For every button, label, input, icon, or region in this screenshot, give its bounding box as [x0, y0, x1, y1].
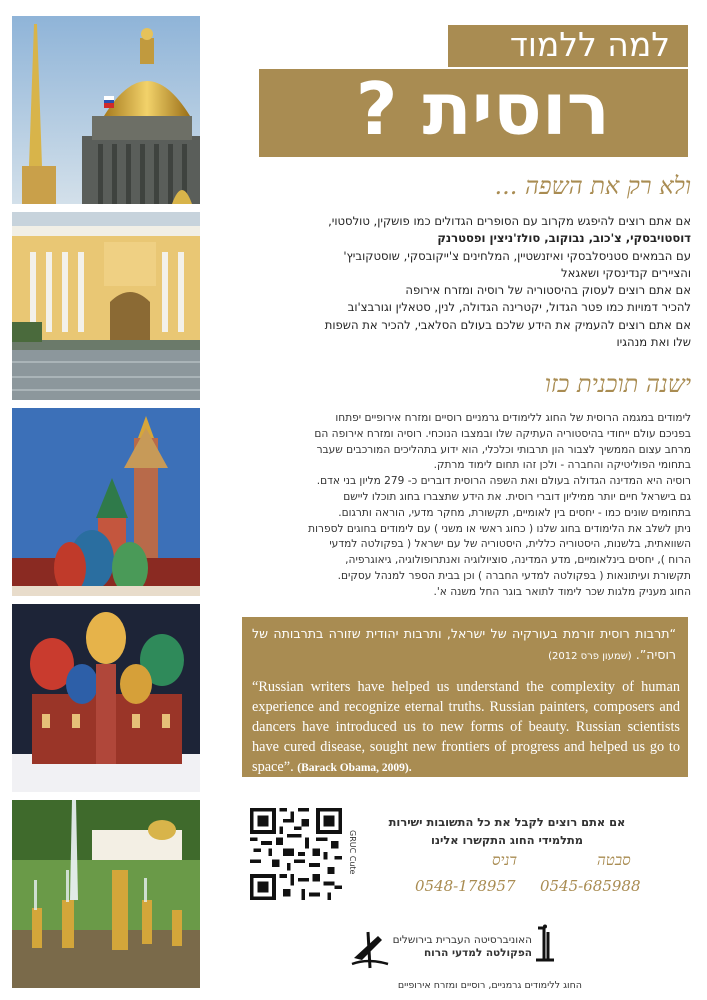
- photo-st-basils-cathedral: [12, 604, 200, 792]
- qr-code-icon[interactable]: [250, 808, 342, 900]
- quote-box: [242, 617, 688, 777]
- photo-st-basils-towers: [12, 408, 200, 596]
- section1-line: אם אתם רוצים לעסוק בהיסטוריה של רוסיה ומזרח אירופה: [405, 283, 691, 298]
- section2-title: ישנה תוכנית כזו: [544, 370, 691, 398]
- section2-line: גם בישראל חיים יותר ממיליון דוברי רוסית. את הידע שתצברו בחוג תוכלו ליישם: [343, 490, 691, 503]
- contact-name-2: דניס: [492, 851, 518, 869]
- faculty-logo-icon: [348, 928, 396, 972]
- qr-label: GRUC Cute: [348, 830, 357, 875]
- section1-line: דוסטויבסקי, צ'כוב, נבוקוב, סולז'ניצין ופסטרנק: [437, 231, 691, 246]
- section2-line: תקשורת ועיתונאות ( בפקולטה למדעי החברה ) וכן בבית הספר למנהל עסקים.: [337, 569, 691, 582]
- header-title-line1: למה ללמוד: [509, 25, 670, 64]
- hebrew-quote: [252, 623, 676, 667]
- contact-phone-1[interactable]: 0545-685988: [540, 877, 641, 895]
- section2-line: רוסיה היא המדינה הגדולה בעולם ואת השפה הרוסית דוברים כ- 279 מליון בני אדם.: [316, 475, 691, 488]
- photo-st-isaac-cathedral: [12, 16, 200, 204]
- section2-line: הרוח ), יחסים בינלאומיים, מדע המדינה, סוציולוגיה ואנתרופולוגיה, גיאוגרפיה,: [345, 554, 691, 567]
- section1-body: [261, 213, 691, 351]
- contact-name-1: סבטה: [597, 851, 631, 869]
- header-title-line2-box: [259, 69, 688, 157]
- section2-line: השוואתית, בלשנות, היסטוריה כללית, היסטוריה של עם ישראל ( בפקולטה למדעי: [329, 538, 691, 551]
- department-name: החוג ללימודים גרמניים, רוסיים ומזרח אירופיים: [397, 980, 582, 991]
- photo-admiralty-building: [12, 212, 200, 400]
- contact-line2: מתלמידי החוג התקשרו אלינו: [430, 833, 584, 847]
- university-label: האוניברסיטה העברית בירושלים: [392, 934, 532, 946]
- section1-line: שלו ואת מנהגיו: [616, 335, 691, 350]
- section2-line: בתחומי הפוליטיקה והחברה - ולכן זהו תחום לימוד מרתק.: [433, 459, 691, 472]
- header-title-line1-box: [448, 25, 688, 67]
- header-title-line2: רוסית ?: [355, 67, 610, 151]
- section1-line: עם הבמאים סטניסלבסקי ואיזנשטיין, המלחינים צ'ייקובסקי, שוסטקוביץ': [343, 248, 691, 263]
- section2-line: לימודים במגמה הרוסית של החוג ללימודים גרמניים רוסיים ומזרח אירופיים יפתחו: [335, 412, 691, 424]
- section2-body: [261, 411, 691, 601]
- hebrew-university-logo-icon: [534, 924, 556, 968]
- photo-peterhof-fountains: [12, 800, 200, 988]
- contact-line1: אם אתם רוצים לקבל את כל התשובות ישירות: [388, 815, 626, 829]
- section1-line: והציירים קנדינסקי ושאגאל: [560, 265, 691, 280]
- contact-phone-2[interactable]: 0548-178957: [415, 877, 516, 895]
- section1-title: ולא רק את השפה ...: [494, 172, 691, 200]
- section2-line: ניתן לשלב את הלימודים בחוג שלנו ( כחוג ראשי או משני ) עם לימודים בחוגים לספרות: [308, 522, 691, 535]
- section2-line: החוג מעניק מלגות שכר לימוד לתואר בוגר החל משנה א'.: [433, 585, 691, 598]
- hebrew-quote-cite: (שמעון פרס 2012): [548, 651, 632, 662]
- contact-text: [357, 813, 657, 849]
- section1-line: אם אתם רוצים להעמיק את הידע שלכם בעולם הסלאבי, להכיר את השפות: [324, 317, 691, 332]
- section2-line: בפניכם עולם ייחודי בהיסטוריה העתיקה שלו ובמצבו הנוכחי. רוסיה ומזרח אירופה הם: [314, 427, 691, 440]
- hebrew-quote-text: “תרבות רוסית זורמת בעורקיה של ישראל, ותרבות יהודית שזורה בתרבותה של רוסיה”.: [252, 626, 676, 662]
- section1-line: להכיר דמויות כמו פטר הגדול, יקטרינה הגדולה, לנין, סטאלין וגורבצ'וב: [347, 300, 691, 315]
- section1-line: אם אתם רוצים להיפגש מקרוב עם הסופרים הגדולים כמו פושקין, טולסטוי,: [328, 214, 691, 228]
- english-quote-text: “Russian writers have helped us understand the complexity of human experience and recognize eternal truths. Russian painters, composers and dancers have introduced us to new forms of beauty. Russian scientists have cured disease, sought new frontiers of progress and helped us go to space”.: [252, 679, 680, 775]
- section2-line: מרחב עצום הממשיך לצבור הון תרבותי וכלכלי, הוא ידוע בתהליכים המורכבים שעבר: [316, 443, 691, 456]
- english-quote-cite: (Barack Obama, 2009).: [297, 762, 412, 774]
- section2-line: בתחומים שונים כמו - יחסים בין לאומיים, תקשורת, מחקר מדעי, הוראה ותרגום.: [338, 506, 691, 519]
- english-quote: [252, 677, 680, 778]
- university-name: [393, 934, 532, 960]
- faculty-label: הפקולטה למדעי הרוח: [423, 947, 532, 959]
